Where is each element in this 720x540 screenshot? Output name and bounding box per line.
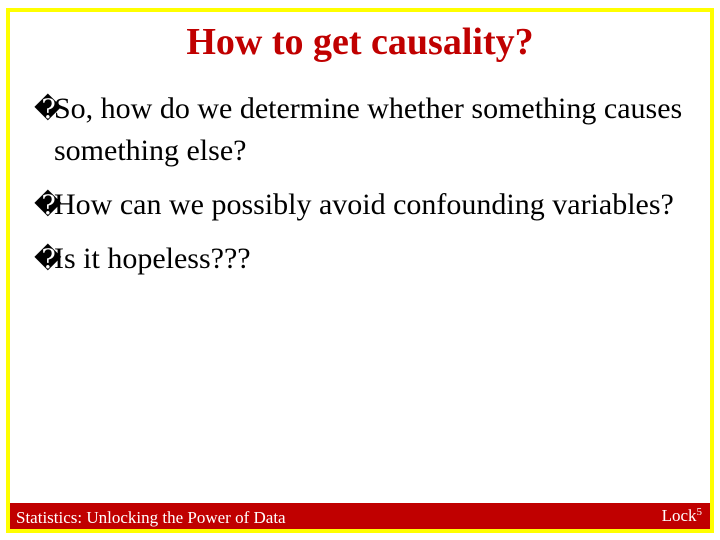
- bullet-item: [34, 88, 694, 172]
- footer-page-number: 5: [696, 506, 702, 518]
- bullet-marker: �: [34, 244, 62, 274]
- footer-page-label: [662, 503, 702, 529]
- slide-title: How to get causality?: [186, 21, 534, 63]
- bullet-item: [34, 238, 694, 280]
- bullet-item: [34, 184, 694, 226]
- footer-course-title: Statistics: Unlocking the Power of Data: [16, 508, 286, 527]
- footer-author: Lock: [661, 506, 697, 525]
- bullet-text: Is it hopeless???: [54, 242, 251, 275]
- bullet-marker: �: [34, 94, 62, 124]
- bullet-marker: �: [34, 190, 62, 220]
- bullet-list: [34, 88, 694, 280]
- bullet-text: How can we possibly avoid confounding variables?: [54, 188, 674, 221]
- footer-bar: [10, 503, 710, 529]
- bullet-text: So, how do we determine whether something causes something else?: [54, 92, 683, 167]
